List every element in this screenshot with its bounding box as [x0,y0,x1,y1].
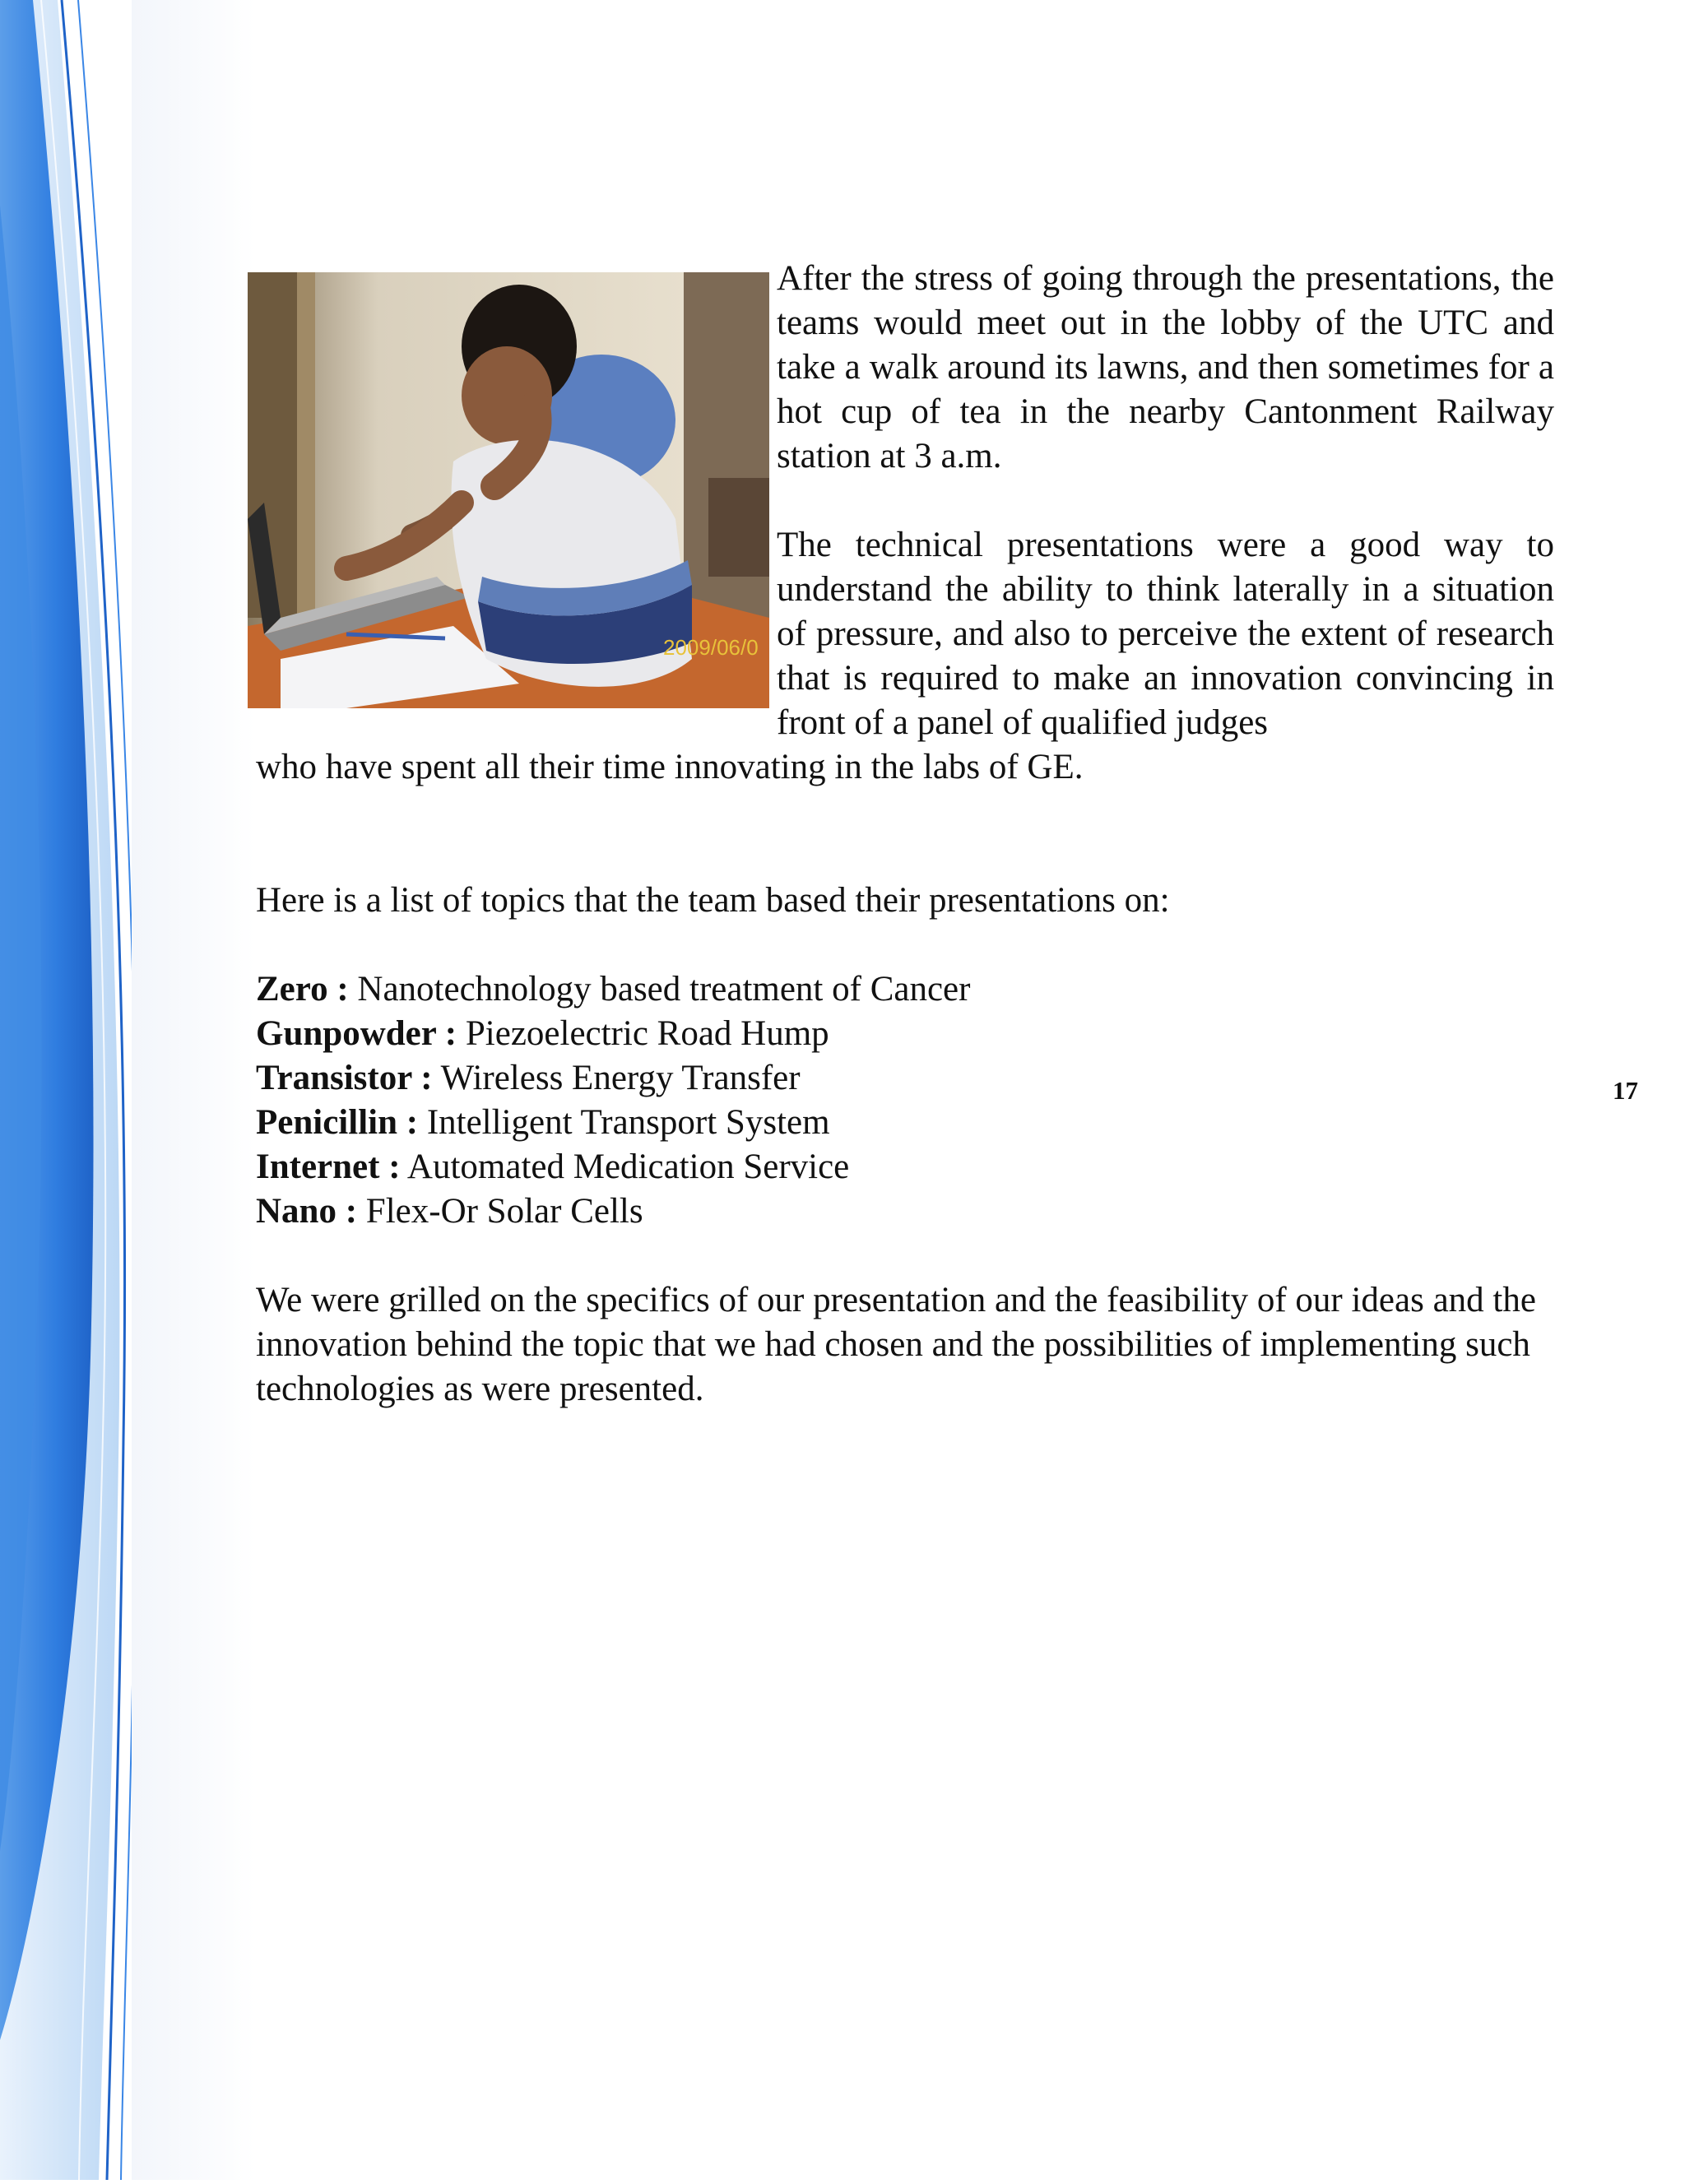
closing-paragraph: We were grilled on the specifics of our presentation and the feasibility of our ideas and the innovation behind the topic that we had chosen and the possibilities of implementing such technologies as were presented. [256,1281,1536,1408]
page-number: 17 [1613,1076,1638,1105]
topics-lead: Here is a list of topics that the team based their presentations on: [256,881,1170,920]
topic-item [256,1101,1408,1145]
topic-title: Flex-Or Solar Cells [365,1192,643,1231]
intro-paragraph: After the stress of going through the presentations, the teams would meet out in the lobby of the UTC and take a walk around its lawns, and then sometimes for a hot cup of tea in the nearby Cantonment Railway station at 3 a.m. [777,259,1554,475]
topic-title: Piezoelectric Road Hump [465,1014,829,1053]
photo-timestamp: 2009/06/0 [663,635,759,660]
photo-illustration [248,272,769,708]
team-name: Transistor : [256,1059,433,1097]
team-name: Penicillin : [256,1103,419,1142]
topics-list [256,967,1408,1234]
team-name: Internet : [256,1148,401,1186]
topic-item [256,967,1408,1012]
page-gutter-strip [132,0,255,2180]
topic-title: Nanotechnology based treatment of Cancer [357,970,971,1009]
topic-title: Automated Medication Service [406,1148,850,1186]
topic-title: Wireless Energy Transfer [440,1059,801,1097]
topic-title: Intelligent Transport System [426,1103,830,1142]
team-name: Gunpowder : [256,1014,457,1053]
topic-item [256,1189,1408,1234]
topic-item [256,1145,1408,1189]
technical-paragraph-continued: who have spent all their time innovating in the labs of GE. [256,748,1084,786]
topic-item [256,1012,1408,1056]
topic-item [256,1056,1408,1101]
team-name: Nano : [256,1192,358,1231]
article-photo [248,272,769,708]
technical-paragraph: The technical presentations were a good way to understand the ability to think laterally in a situation of pressure, and also to perceive the extent of research that is required to make an innovation convincing in front of a panel of qualified judges [777,526,1554,742]
team-name: Zero : [256,970,349,1009]
